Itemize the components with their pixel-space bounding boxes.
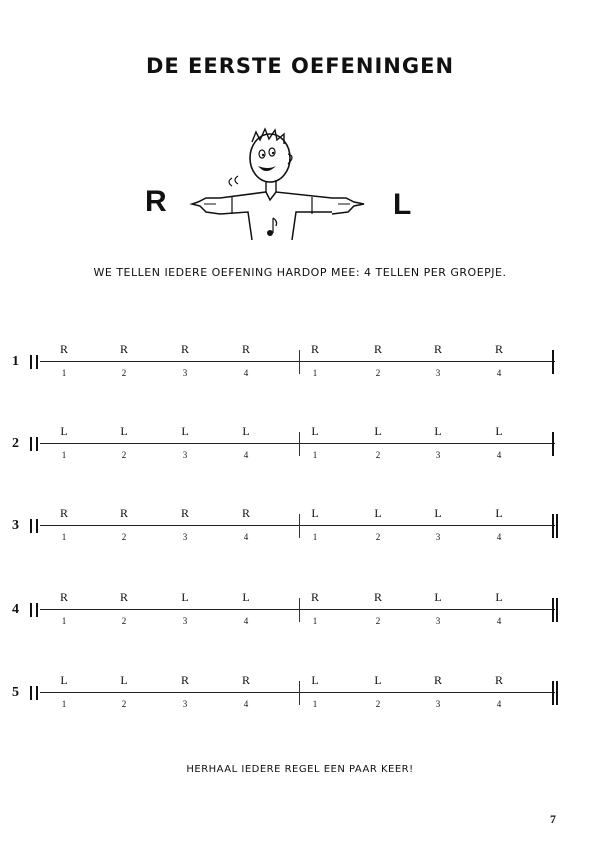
count-number: 3 bbox=[435, 699, 441, 709]
count-number: 1 bbox=[312, 368, 318, 378]
count-number: 1 bbox=[312, 616, 318, 626]
sticking-letter: R bbox=[59, 342, 68, 356]
sticking-letter: L bbox=[434, 590, 442, 604]
count-number: 4 bbox=[496, 532, 502, 542]
exercise-row bbox=[0, 506, 600, 570]
start-barline bbox=[30, 519, 38, 533]
start-barline bbox=[30, 355, 38, 369]
sticking-letter: L bbox=[120, 673, 128, 687]
count-number: 4 bbox=[496, 699, 502, 709]
count-number: 1 bbox=[61, 450, 67, 460]
sticking-letter: L bbox=[181, 424, 189, 438]
sticking-letter: L bbox=[495, 506, 503, 520]
count-number: 3 bbox=[182, 532, 188, 542]
sticking-letter: L bbox=[434, 506, 442, 520]
measure-barline bbox=[299, 514, 300, 538]
count-number: 2 bbox=[121, 616, 127, 626]
count-number: 3 bbox=[435, 616, 441, 626]
sticking-letter: R bbox=[119, 590, 128, 604]
sticking-letter: L bbox=[434, 424, 442, 438]
footer-note: HERHAAL IEDERE REGEL EEN PAAR KEER! bbox=[186, 764, 414, 775]
count-number: 1 bbox=[312, 699, 318, 709]
sticking-letter: L bbox=[374, 506, 382, 520]
count-number: 4 bbox=[496, 368, 502, 378]
left-hand-letter: L bbox=[393, 188, 412, 221]
sticking-letter: R bbox=[433, 673, 442, 687]
count-number: 1 bbox=[61, 368, 67, 378]
count-number: 3 bbox=[182, 699, 188, 709]
staff-line bbox=[40, 443, 555, 444]
count-number: 4 bbox=[496, 616, 502, 626]
sticking-letter: R bbox=[180, 342, 189, 356]
staff-line bbox=[40, 525, 555, 526]
sticking-letter: L bbox=[374, 424, 382, 438]
sticking-letter: L bbox=[242, 590, 250, 604]
count-number: 2 bbox=[375, 368, 381, 378]
sticking-letter: L bbox=[60, 673, 68, 687]
staff-line bbox=[40, 609, 555, 610]
sticking-letter: R bbox=[119, 342, 128, 356]
count-number: 3 bbox=[182, 368, 188, 378]
start-barline bbox=[30, 686, 38, 700]
sticking-letter: L bbox=[374, 673, 382, 687]
count-number: 2 bbox=[121, 450, 127, 460]
exercise-number: 5 bbox=[12, 685, 19, 700]
exercise-number: 4 bbox=[12, 602, 19, 617]
count-number: 4 bbox=[496, 450, 502, 460]
count-number: 3 bbox=[435, 532, 441, 542]
count-number: 2 bbox=[375, 616, 381, 626]
sticking-letter: L bbox=[311, 673, 319, 687]
sticking-letter: R bbox=[119, 506, 128, 520]
sticking-letter: L bbox=[495, 590, 503, 604]
sticking-letter: R bbox=[59, 506, 68, 520]
count-number: 1 bbox=[61, 616, 67, 626]
count-number: 4 bbox=[243, 368, 249, 378]
cartoon-figure-icon bbox=[120, 120, 440, 250]
sticking-letter: R bbox=[241, 342, 250, 356]
sticking-letter: R bbox=[494, 342, 503, 356]
count-number: 1 bbox=[61, 532, 67, 542]
count-number: 3 bbox=[435, 450, 441, 460]
sticking-letter: R bbox=[373, 342, 382, 356]
sticking-letter: R bbox=[241, 506, 250, 520]
sticking-letter: L bbox=[120, 424, 128, 438]
sticking-letter: R bbox=[494, 673, 503, 687]
sticking-letter: L bbox=[60, 424, 68, 438]
count-number: 3 bbox=[182, 450, 188, 460]
exercise-row bbox=[0, 673, 600, 737]
staff-line bbox=[40, 361, 555, 362]
count-number: 4 bbox=[243, 616, 249, 626]
exercise-number: 1 bbox=[12, 354, 19, 369]
sticking-letter: R bbox=[180, 506, 189, 520]
count-number: 2 bbox=[375, 532, 381, 542]
count-number: 1 bbox=[61, 699, 67, 709]
page-title: DE EERSTE OEFENINGEN bbox=[145, 54, 455, 78]
page-number: 7 bbox=[550, 812, 556, 826]
drummer-illustration bbox=[120, 120, 440, 250]
measure-barline bbox=[299, 681, 300, 705]
start-barline bbox=[30, 603, 38, 617]
exercise-row bbox=[0, 342, 600, 406]
sticking-letter: L bbox=[311, 424, 319, 438]
measure-barline bbox=[299, 598, 300, 622]
start-barline bbox=[30, 437, 38, 451]
end-barline bbox=[552, 681, 558, 705]
measure-barline bbox=[299, 350, 300, 374]
count-number: 2 bbox=[375, 450, 381, 460]
sticking-letter: R bbox=[180, 673, 189, 687]
count-number: 3 bbox=[182, 616, 188, 626]
count-number: 2 bbox=[121, 532, 127, 542]
exercise-number: 3 bbox=[12, 518, 19, 533]
count-number: 3 bbox=[435, 368, 441, 378]
measure-barline bbox=[299, 432, 300, 456]
sticking-letter: L bbox=[495, 424, 503, 438]
sticking-letter: R bbox=[373, 590, 382, 604]
end-barline bbox=[552, 350, 554, 374]
end-barline bbox=[552, 598, 558, 622]
count-number: 2 bbox=[121, 368, 127, 378]
count-number: 2 bbox=[121, 699, 127, 709]
sticking-letter: L bbox=[242, 424, 250, 438]
end-barline bbox=[552, 432, 554, 456]
count-number: 4 bbox=[243, 532, 249, 542]
sticking-letter: L bbox=[311, 506, 319, 520]
instruction-text: WE TELLEN IEDERE OEFENING HARDOP MEE: 4 TELLEN PER GROEPJE. bbox=[93, 266, 507, 279]
count-number: 4 bbox=[243, 699, 249, 709]
end-barline bbox=[552, 514, 558, 538]
exercise-number: 2 bbox=[12, 436, 19, 451]
count-number: 2 bbox=[375, 699, 381, 709]
sticking-letter: R bbox=[310, 590, 319, 604]
sticking-letter: R bbox=[310, 342, 319, 356]
staff-line bbox=[40, 692, 555, 693]
exercise-row bbox=[0, 590, 600, 654]
sticking-letter: R bbox=[433, 342, 442, 356]
right-hand-letter: R bbox=[145, 185, 167, 218]
sticking-letter: R bbox=[241, 673, 250, 687]
sticking-letter: R bbox=[59, 590, 68, 604]
count-number: 1 bbox=[312, 532, 318, 542]
sticking-letter: L bbox=[181, 590, 189, 604]
count-number: 1 bbox=[312, 450, 318, 460]
count-number: 4 bbox=[243, 450, 249, 460]
exercise-row bbox=[0, 424, 600, 488]
